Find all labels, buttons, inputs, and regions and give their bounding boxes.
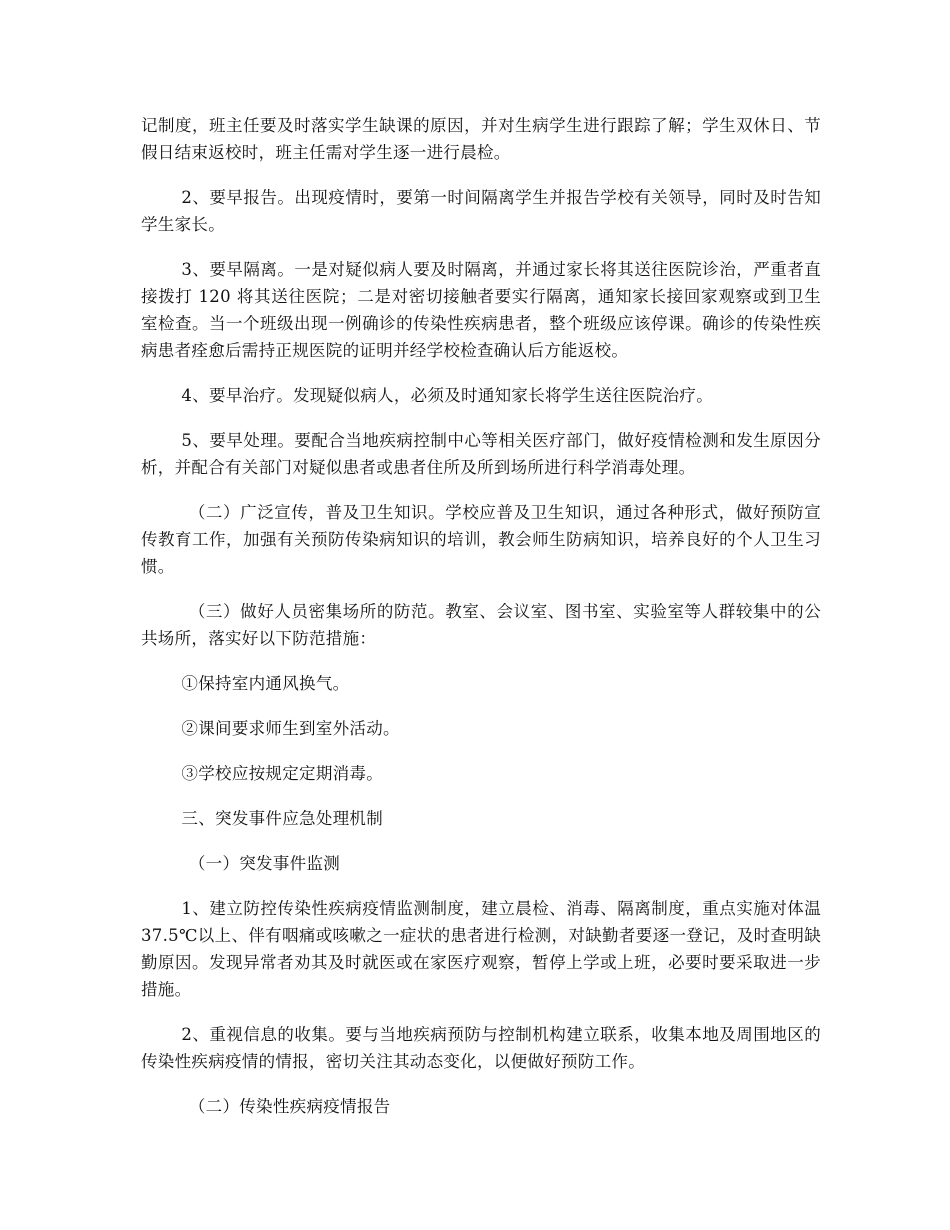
paragraph-early-handling: 5、要早处理。要配合当地疾病控制中心等相关医疗部门，做好疫情检测和发生原因分析，并配合有关部门对疑似患者或患者住所及所到场所进行科学消毒处理。 xyxy=(141,431,821,477)
subsection-heading-monitoring: （一）突发事件监测 xyxy=(188,854,341,873)
list-item-disinfection: ③学校应按规定定期消毒。 xyxy=(181,764,384,783)
paragraph-information-collection: 2、重视信息的收集。要与当地疾病预防与控制机构建立联系，收集本地及周围地区的传染性疾病疫情的情报，密切关注其动态变化，以便做好预防工作。 xyxy=(141,1025,821,1071)
paragraph-attendance-record: 记制度，班主任要及时落实学生缺课的原因，并对生病学生进行跟踪了解；学生双休日、节假日结束返校时，班主任需对学生逐一进行晨检。 xyxy=(141,116,821,162)
paragraph-crowded-places: （三）做好人员密集场所的防范。教室、会议室、图书室、实验室等人群较集中的公共场所，落实好以下防范措施： xyxy=(141,602,821,648)
paragraph-early-report: 2、要早报告。出现疫情时，要第一时间隔离学生并报告学校有关领导，同时及时告知学生家长。 xyxy=(141,188,821,234)
paragraph-publicity: （二）广泛宣传，普及卫生知识。学校应普及卫生知识，通过各种形式，做好预防宣传教育工作，加强有关预防传染病知识的培训，教会师生防病知识，培养良好的个人卫生习惯。 xyxy=(141,503,821,576)
document-body xyxy=(141,112,821,1138)
paragraph-early-isolation: 3、要早隔离。一是对疑似病人要及时隔离，并通过家长将其送往医院诊治，严重者直接拨打 120 将其送往医院；二是对密切接触者要实行隔离，通知家长接回家观察或到卫生室检查。当一个班级出现一例确诊的传染性疾病患者，整个班级应该停课。确诊的传染性疾病患者痊愈后需持正规医院的证明并经学校检查确认后方能返校。 xyxy=(141,260,821,360)
section-heading-emergency: 三、突发事件应急处理机制 xyxy=(181,809,384,828)
list-item-outdoor-activity: ②课间要求师生到室外活动。 xyxy=(181,719,400,738)
paragraph-monitoring-system: 1、建立防控传染性疾病疫情监测制度，建立晨检、消毒、隔离制度，重点实施对体温 37.5℃以上、伴有咽痛或咳嗽之一症状的患者进行检测，对缺勤者要逐一登记，及时查明缺勤原因。发现异常者劝其及时就医或在家医疗观察，暂停上学或上班，必要时要采取进一步措施。 xyxy=(141,899,821,999)
paragraph-early-treatment: 4、要早治疗。发现疑似病人，必须及时通知家长将学生送往医院治疗。 xyxy=(181,386,714,405)
list-item-ventilation: ①保持室内通风换气。 xyxy=(181,674,350,693)
subsection-heading-epidemic-report: （二）传染性疾病疫情报告 xyxy=(188,1097,391,1116)
